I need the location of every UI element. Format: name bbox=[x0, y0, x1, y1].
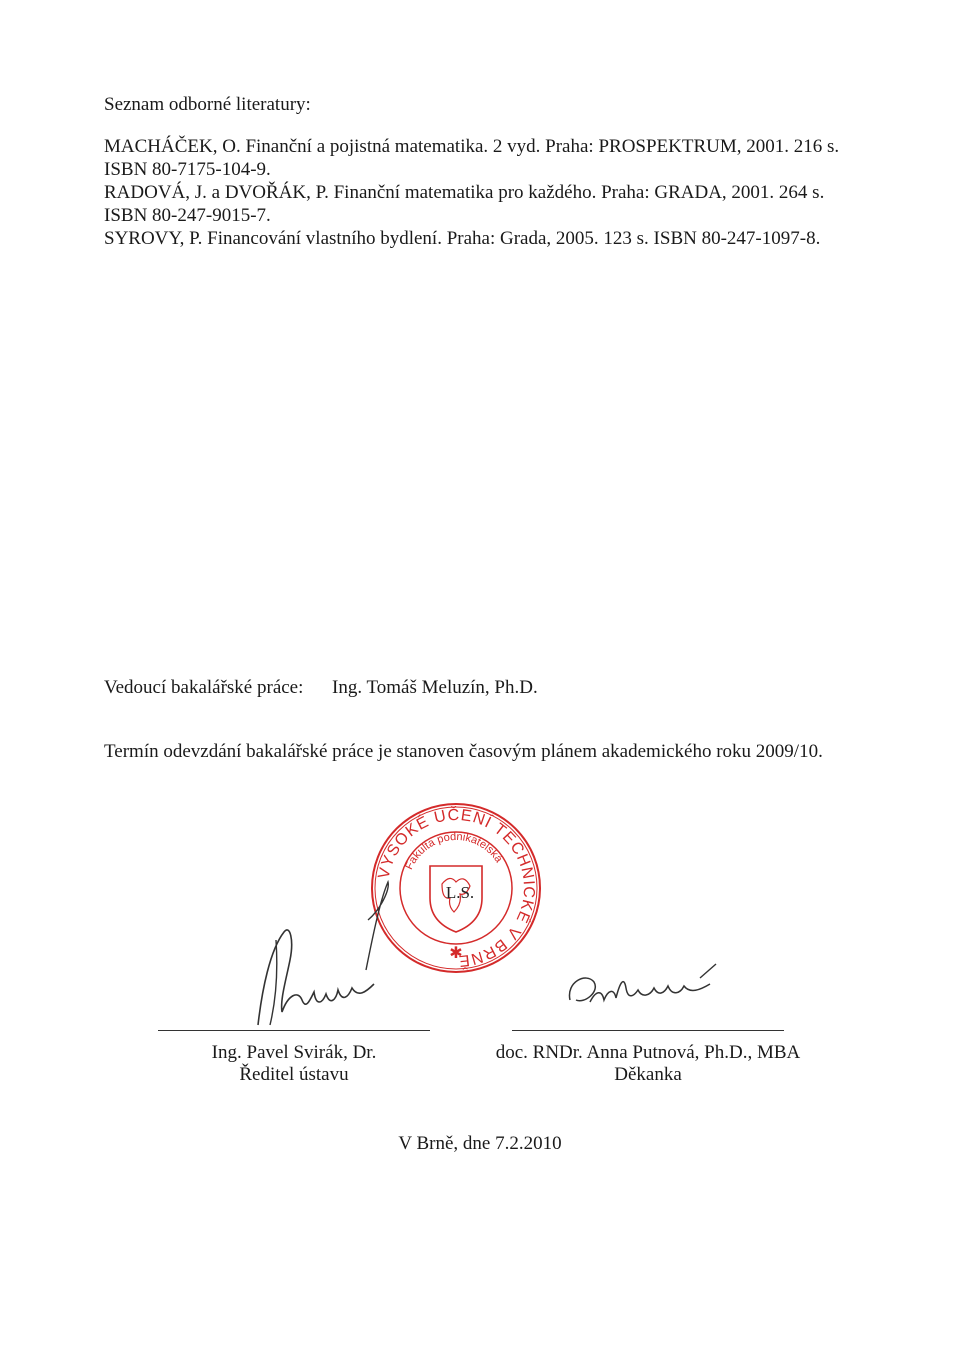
reference-list bbox=[104, 135, 844, 250]
place-and-date: V Brně, dne 7.2.2010 bbox=[398, 1133, 562, 1154]
deadline-statement: Termín odevzdání bakalářské práce je stanoven časovým plánem akademického roku 2009/10. bbox=[104, 741, 823, 762]
seal-outer-text: VYSOKÉ UČENÍ TECHNICKÉ V BRNĚ bbox=[375, 806, 538, 970]
seal-mark: L.S. bbox=[445, 883, 475, 902]
reference-item: SYROVY, P. Financování vlastního bydlení. Praha: Grada, 2005. 123 s. ISBN 80-247-1097-8. bbox=[104, 228, 821, 249]
signature-line-left bbox=[158, 1030, 430, 1031]
supervisor-name: Ing. Tomáš Meluzín, Ph.D. bbox=[332, 677, 538, 698]
literature-heading: Seznam odborné literatury: bbox=[104, 94, 311, 115]
seal-star-icon: ✱ bbox=[449, 945, 463, 962]
signatory-name: Ing. Pavel Svirák, Dr. bbox=[211, 1042, 377, 1063]
signatory-role: Děkanka bbox=[614, 1064, 682, 1085]
signatory-role: Ředitel ústavu bbox=[239, 1064, 349, 1085]
supervisor-row bbox=[104, 677, 538, 699]
signatory-left bbox=[158, 1042, 430, 1086]
seal-inner-text: Fakulta podnikatelská bbox=[403, 830, 505, 872]
signatory-name: doc. RNDr. Anna Putnová, Ph.D., MBA bbox=[495, 1042, 801, 1063]
signature-right bbox=[560, 960, 740, 1030]
signature-line-right bbox=[512, 1030, 784, 1031]
signatory-right bbox=[480, 1042, 816, 1086]
reference-item: RADOVÁ, J. a DVOŘÁK, P. Finanční matematika pro každého. Praha: GRADA, 2001. 264 s. ISBN 80-247-9015-7. bbox=[104, 182, 825, 226]
signature-left bbox=[240, 880, 430, 1030]
supervisor-label: Vedoucí bakalářské práce: bbox=[104, 677, 304, 698]
reference-item: MACHÁČEK, O. Finanční a pojistná matematika. 2 vyd. Praha: PROSPEKTRUM, 2001. 216 s. ISBN 80-7175-104-9. bbox=[104, 136, 840, 180]
